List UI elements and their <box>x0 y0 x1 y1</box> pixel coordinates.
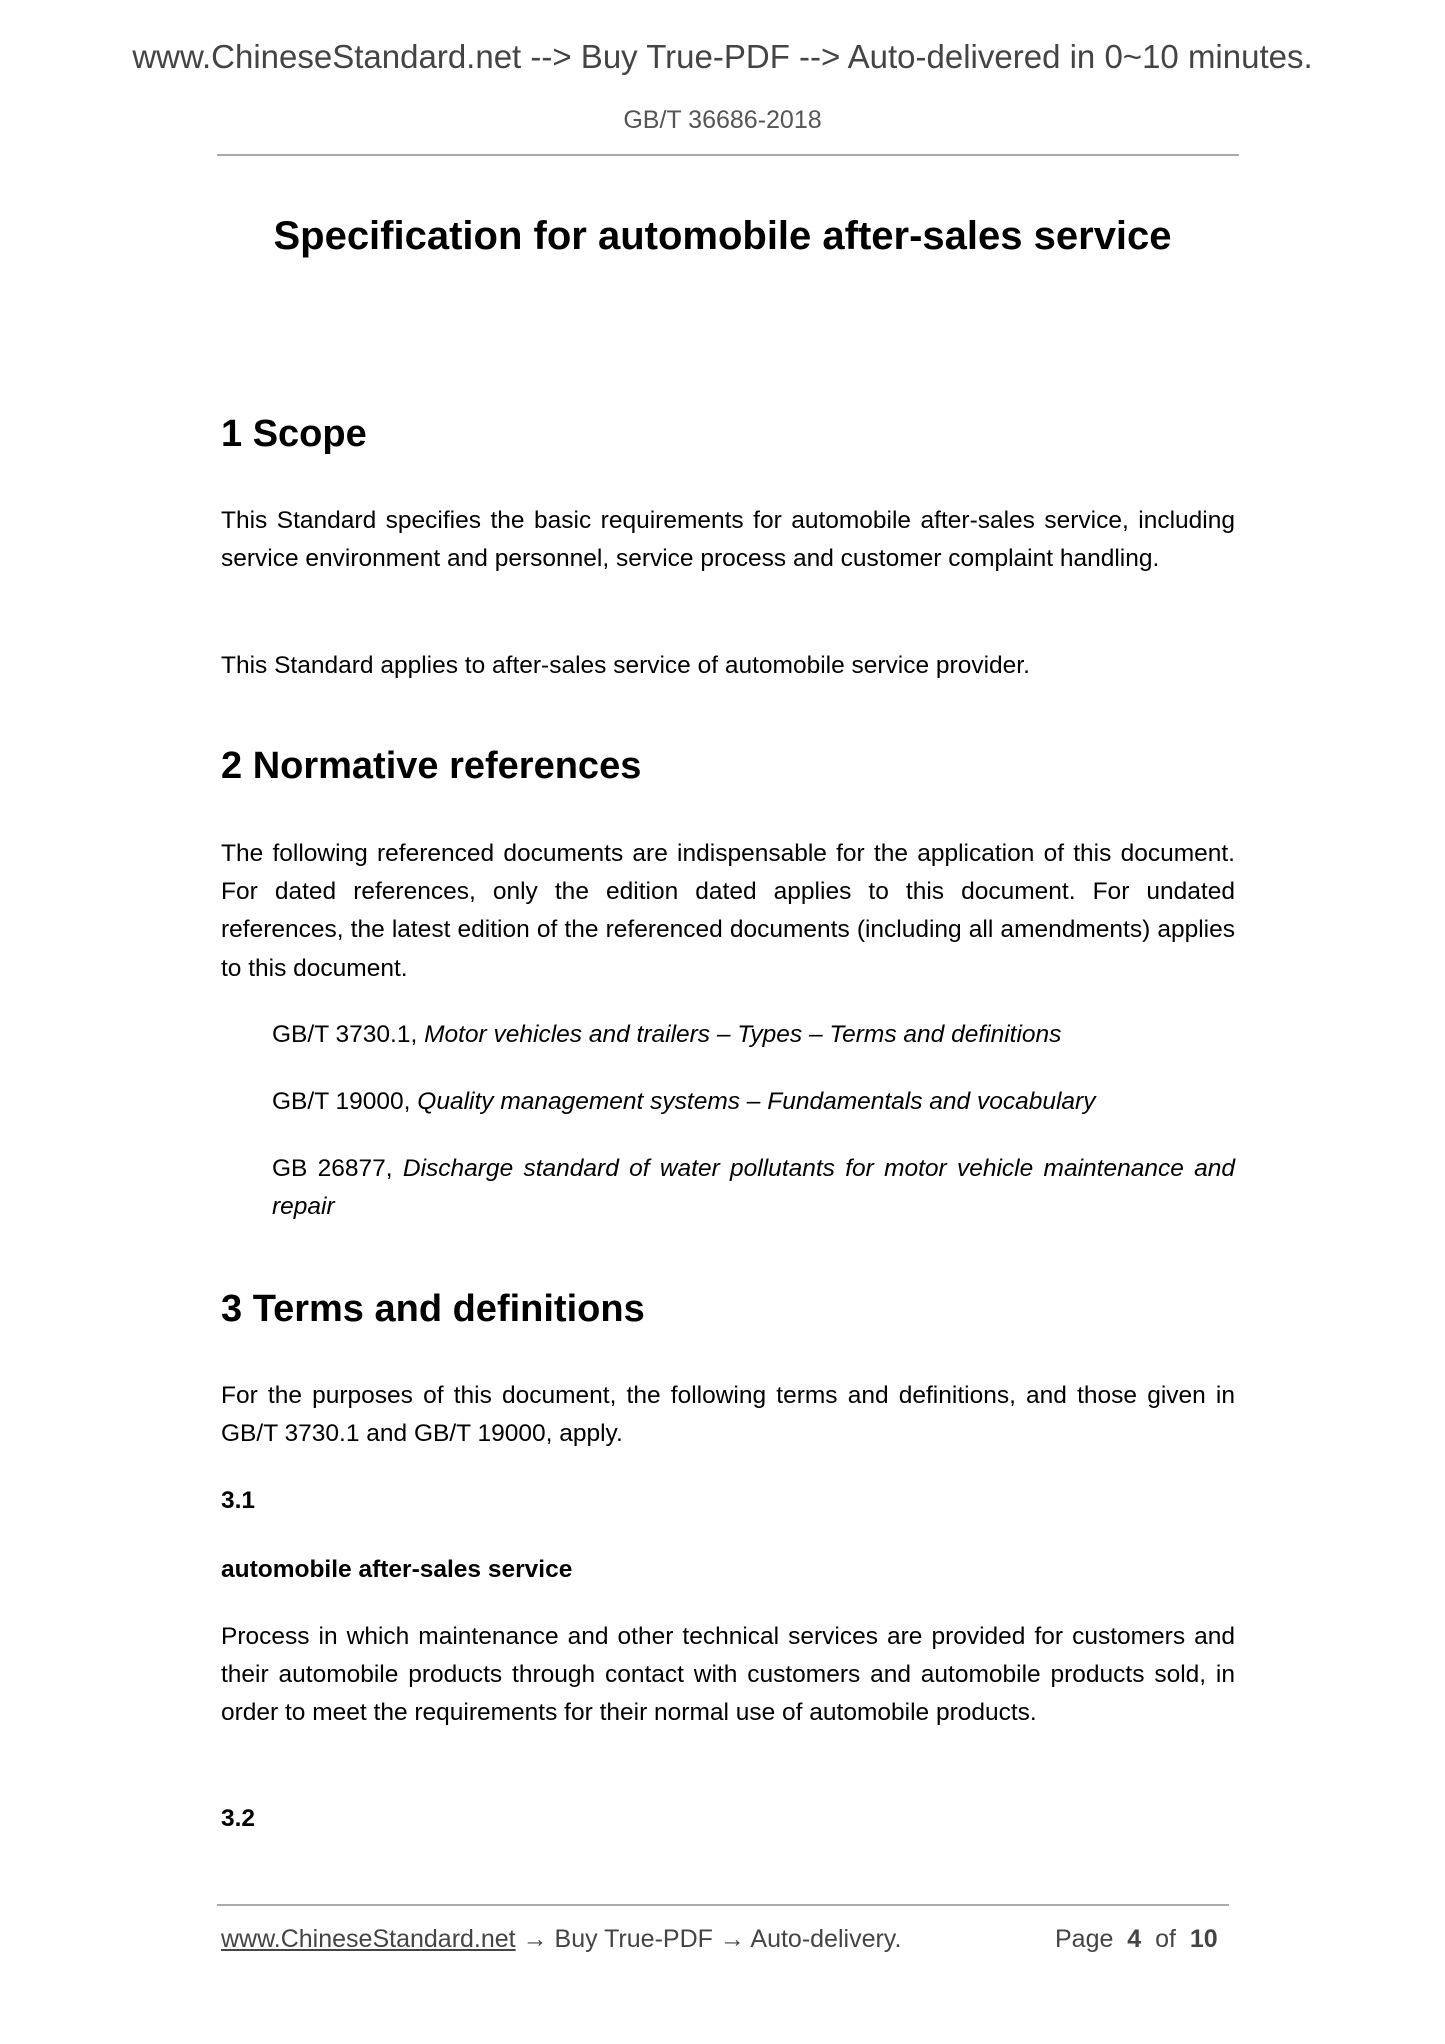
footer-left <box>221 1925 901 1954</box>
scope-paragraph-2: This Standard applies to after-sales service of automobile service provider. <box>221 652 1030 679</box>
document-title: Specification for automobile after-sales service <box>273 214 1172 258</box>
section-heading-normative: 2 Normative references <box>221 745 642 787</box>
standard-code: GB/T 36686-2018 <box>623 106 822 134</box>
section-heading-scope: 1 Scope <box>221 413 367 455</box>
reference-code: GB/T 3730.1, <box>272 1021 425 1048</box>
terms-paragraph: For the purposes of this document, the following terms and definitions, and those given in GB/T 3730.1 and GB/T 19000, apply. <box>221 1382 1235 1448</box>
term-number: 3.1 <box>221 1487 256 1514</box>
footer-text: → Buy True-PDF → Auto-delivery. <box>515 1925 902 1953</box>
reference-item <box>272 1150 1235 1226</box>
page-current: 4 <box>1127 1925 1142 1953</box>
reference-item <box>272 1083 1235 1121</box>
page-total: 10 <box>1189 1925 1218 1953</box>
header-banner: www.ChineseStandard.net --> Buy True-PDF --> Auto-delivered in 0~10 minutes. <box>132 38 1313 75</box>
reference-title: Discharge standard of water pollutants for motor vehicle maintenance and repair <box>272 1155 1235 1221</box>
reference-code: GB 26877, <box>272 1155 403 1182</box>
term-name: automobile after-sales service <box>221 1556 573 1583</box>
reference-title: Quality management systems – Fundamentals and vocabulary <box>417 1088 1096 1115</box>
scope-paragraph-1: This Standard specifies the basic requirements for automobile after-sales service, including service environment and personnel, service process and customer complaint handling. <box>221 507 1235 573</box>
reference-code: GB/T 19000, <box>272 1088 418 1115</box>
page-label: Page <box>1055 1925 1114 1953</box>
term-definition: Process in which maintenance and other technical services are provided for customers and their automobile products through contact with customers and automobile products sold, in order to meet the requirements for their normal use of automobile products. <box>221 1623 1235 1727</box>
page-of: of <box>1155 1925 1176 1953</box>
footer-divider <box>217 1904 1229 1906</box>
normative-paragraph: The following referenced documents are indispensable for the application of this document. For dated references, only the edition dated applies to this document. For undated references, the latest edition of the referenced documents (including all amendments) applies to this document. <box>221 840 1235 982</box>
reference-item <box>272 1016 1235 1054</box>
page-indicator <box>1055 1925 1218 1954</box>
footer-link[interactable]: www.ChineseStandard.net <box>221 1925 516 1953</box>
header-divider <box>217 154 1239 156</box>
term-number: 3.2 <box>221 1805 256 1832</box>
reference-title: Motor vehicles and trailers – Types – Terms and definitions <box>424 1021 1062 1048</box>
section-heading-terms: 3 Terms and definitions <box>221 1288 645 1330</box>
